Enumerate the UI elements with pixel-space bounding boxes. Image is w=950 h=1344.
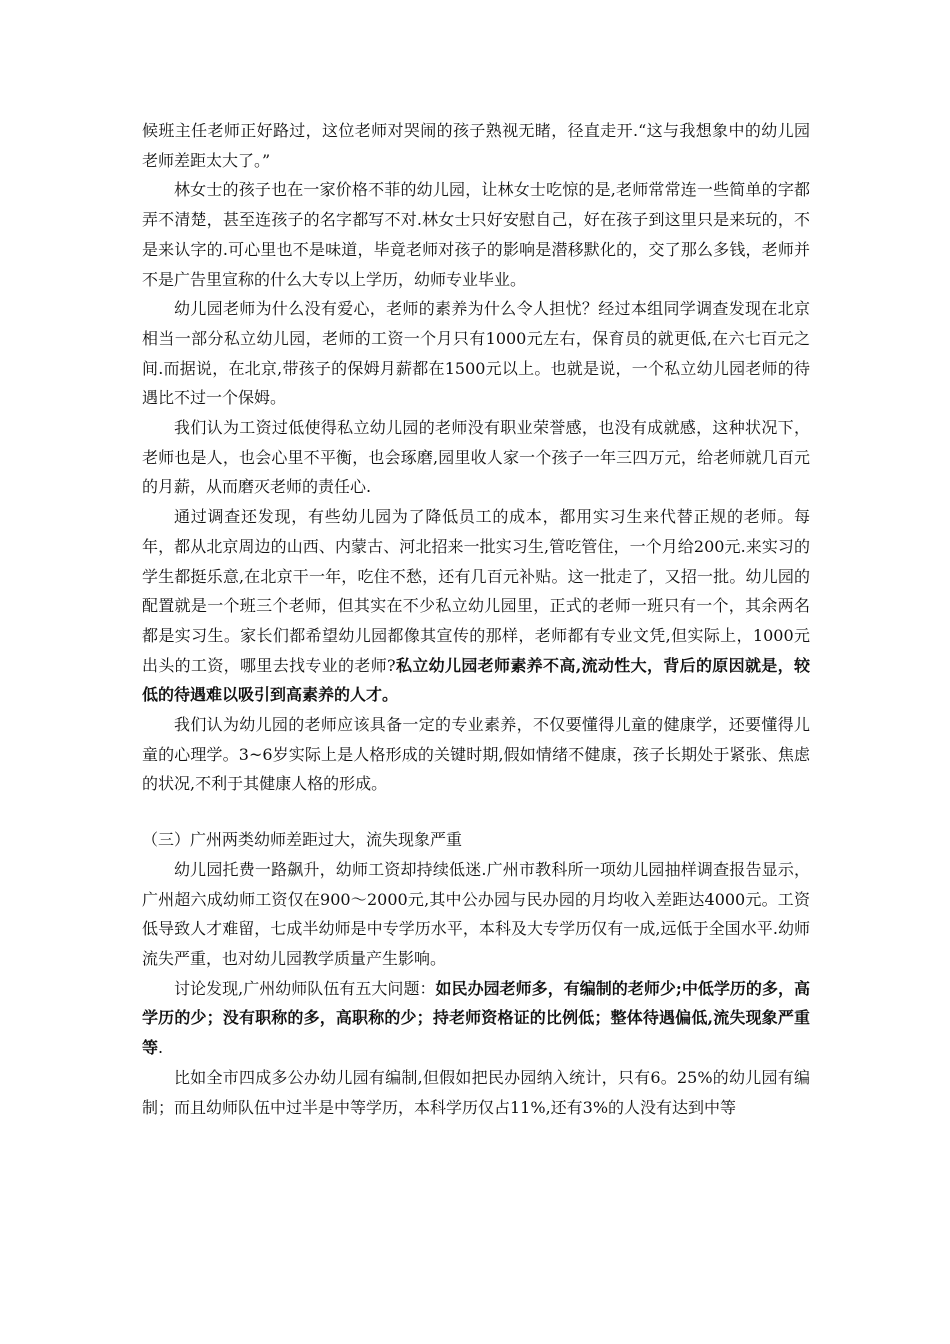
body-paragraph — [142, 175, 810, 294]
text-run: 我们认为幼儿园的老师应该具备一定的专业素养，不仅要懂得儿童的健康学，还要懂得儿童的心理学。3~6岁实际上是人格形成的关键时期,假如情绪不健康，孩子长期处于紧张、焦虑的状况,不利于其健康人格的形成。 — [142, 715, 810, 794]
bold-text-run: 如民办园老师多，有编制的老师少;中低学历的多，高学历的少；没有职称的多，高职称的少；持老师资格证的比例低；整体待遇偏低,流失现象严重等 — [142, 978, 810, 1058]
text-run: 讨论发现,广州幼师队伍有五大问题： — [174, 978, 436, 998]
paragraph-group-after-heading — [142, 855, 810, 1122]
paragraph-group-before-heading — [142, 116, 810, 799]
body-paragraph — [142, 502, 810, 710]
body-paragraph — [142, 710, 810, 799]
body-paragraph — [142, 855, 810, 974]
text-run: 幼儿园老师为什么没有爱心，老师的素养为什么令人担忧？经过本组同学调查发现在北京相当一部分私立幼儿园，老师的工资一个月只有1000元左右，保育员的就更低,在六七百元之间.而据说，在北京,带孩子的保姆月薪都在1500元以上。也就是说，一个私立幼儿园老师的待遇比不过一个保姆。 — [142, 299, 810, 408]
text-run: 候班主任老师正好路过，这位老师对哭闹的孩子熟视无睹，径直走开.“这与我想象中的幼儿园老师差距太大了。” — [142, 121, 810, 170]
section-heading: （三）广州两类幼师差距过大，流失现象严重 — [142, 830, 463, 850]
text-run: 通过调查还发现，有些幼儿园为了降低员工的成本，都用实习生来代替正规的老师。每年，都从北京周边的山西、内蒙古、河北招来一批实习生,管吃管住，一个月给200元.来实习的学生都挺乐意,在北京干一年，吃住不愁，还有几百元补贴。这一批走了，又招一批。幼儿园的配置就是一个班三个老师，但其实在不少私立幼儿园里，正式的老师一班只有一个，其余两名都是实习生。家长们都希望幼儿园都像其宣传的那样，老师都有专业文凭,但实际上，1000元出头的工资，哪里去找专业的老师? — [142, 507, 810, 675]
body-paragraph — [142, 294, 810, 413]
document-page — [142, 116, 810, 1122]
body-paragraph — [142, 116, 810, 175]
text-run: 林女士的孩子也在一家价格不菲的幼儿园，让林女士吃惊的是,老师常常连一些简单的字都弄不清楚，甚至连孩子的名字都写不对.林女士只好安慰自己，好在孩子到这里只是来玩的，不是来认字的.可心里也不是味道，毕竟老师对孩子的影响是潜移默化的，交了那么多钱，老师并不是广告里宣称的什么大专以上学历，幼师专业毕业。 — [142, 180, 810, 289]
bold-text-run: 私立幼儿园老师素养不高,流动性大，背后的原因就是，较低的待遇难以吸引到高素养的人才。 — [142, 655, 810, 705]
body-paragraph — [142, 413, 810, 502]
text-run: 比如全市四成多公办幼儿园有编制,但假如把民办园纳入统计，只有6。25%的幼儿园有编制；而且幼师队伍中过半是中等学历，本科学历仅占11%,还有3%的人没有达到中等 — [142, 1067, 810, 1117]
text-run: . — [158, 1038, 164, 1058]
body-paragraph — [142, 1063, 810, 1122]
text-run: 我们认为工资过低使得私立幼儿园的老师没有职业荣誉感，也没有成就感，这种状况下，老师也是人，也会心里不平衡，也会琢磨,园里收人家一个孩子一年三四万元，给老师就几百元的月薪，从而磨灭老师的责任心. — [142, 418, 810, 497]
section-gap — [142, 799, 810, 825]
body-paragraph — [142, 974, 810, 1063]
text-run: 幼儿园托费一路飙升，幼师工资却持续低迷.广州市教科所一项幼儿园抽样调查报告显示，广州超六成幼师工资仅在900～2000元,其中公办园与民办园的月均收入差距达4000元。工资低导致人才难留，七成半幼师是中专学历水平，本科及大专学历仅有一成,远低于全国水平.幼师流失严重，也对幼儿园教学质量产生影响。 — [142, 859, 810, 968]
